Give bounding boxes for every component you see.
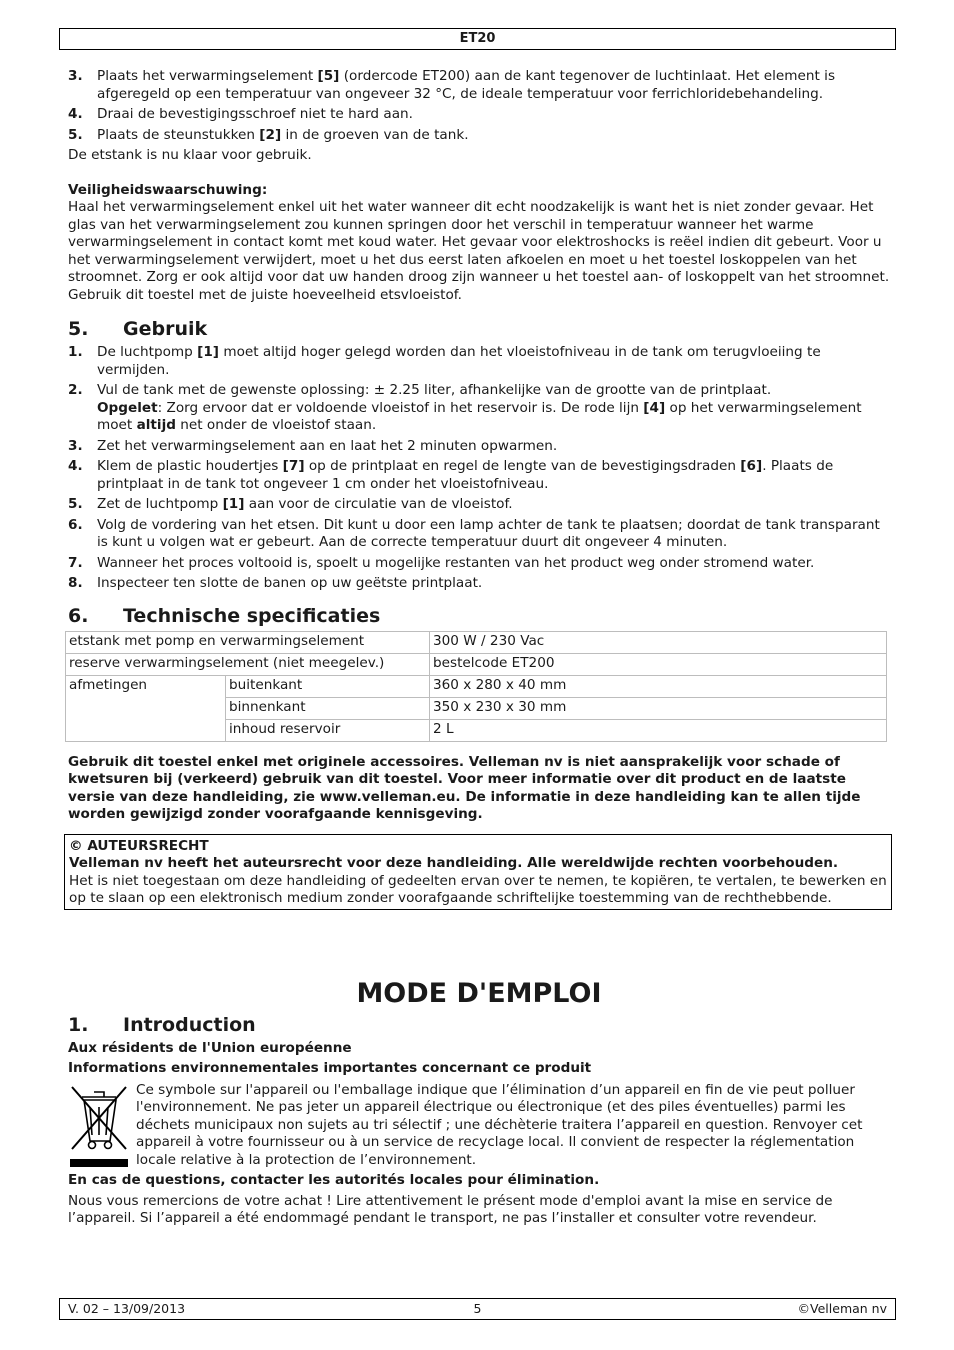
list-item-number: 5. (68, 126, 83, 143)
env-info-heading: Informations environnementales importantes concernant ce produit (68, 1060, 592, 1076)
usage-notice: Gebruik dit toestel enkel met originele accessoires. Velleman nv is niet aansprakelijk voor schade of kwetsuren bij (verkeerd) gebruik van dit toestel. Voor meer informatie over dit product en de laatste versie van deze handleiding, zie www.velleman.eu. De informatie in deze handleiding kan te allen tijde worden gewijzigd zonder voorafgaande kennisgeving. (68, 753, 861, 822)
copyright-bold-line: Velleman nv heeft het auteursrecht voor deze handleiding. Alle wereldwijde rechten voorbehouden. (69, 855, 839, 871)
list-item-number: 1. (68, 344, 83, 360)
copyright-box (64, 834, 892, 910)
list-item-text: Volg de vordering van het etsen. Dit kunt u door een lamp achter de tank te plaatsen; doordat de tank transparant is kunt u volgen wat er gebeurt. Aan de correcte temperatuur duurt dit ongeveer 4 minuten. (97, 516, 880, 550)
section-5-number: 5. (68, 318, 89, 340)
weee-text: Ce symbole sur l'appareil ou l'emballage indique que l’élimination d’un appareil en fin de vie peut polluer l'environnement. Ne pas jeter un appareil électrique ou électronique (et des piles éventuelles) parmi les déchets municipaux non sujets au tri sélectif ; une déchèterie traitera l’appareil en question. Renvoyer cet appareil à votre fournisseur ou à un service de recyclage local. Il convient de respecter la réglementation locale relative à la protection de l’environnement. (136, 1081, 863, 1168)
table-cell: 350 x 230 x 30 mm (430, 697, 887, 719)
list-item-number: 7. (68, 554, 83, 571)
copyright-title: © AUTEURSRECHT (69, 837, 209, 854)
contact-authorities: En cas de questions, contacter les autorités locales pour élimination. (68, 1172, 600, 1188)
table-row (66, 653, 887, 675)
table-cell: binnenkant (226, 697, 430, 719)
warning-title: Veiligheidswaarschuwing: (68, 181, 268, 198)
table-cell: reserve verwarmingselement (niet meegelev.) (66, 653, 430, 675)
list-item-number: 3. (68, 437, 83, 454)
table-row (66, 675, 887, 697)
table-cell: 2 L (430, 719, 887, 741)
footer-page-number: 5 (473, 1301, 482, 1316)
fr-section-1-title: Introduction (123, 1013, 256, 1036)
table-cell: buitenkant (226, 675, 430, 697)
page-title: MODE D'EMPLOI (356, 977, 602, 1009)
page-header (59, 28, 896, 50)
section-6-heading (68, 605, 890, 627)
ready-text: De etstank is nu klaar voor gebruik. (68, 147, 312, 163)
list-item-number: 6. (68, 516, 83, 533)
list-item (68, 496, 890, 514)
list-item-number: 5. (68, 496, 83, 512)
list-item (68, 127, 890, 145)
list-item-number: 4. (68, 458, 83, 474)
list-item-text: Zet het verwarmingselement aan en laat het 2 minuten opwarmen. (97, 437, 558, 454)
fr-section-1-heading (68, 1014, 890, 1036)
table-cell: 360 x 280 x 40 mm (430, 675, 887, 697)
list-item-text: Klem de plastic houdertjes [7] op de printplaat en regel de lengte van de bevestigingsdraden [6]. Plaats de printplaat in de tank tot ongeveer 1 cm onder het vloeistofniveau. (97, 458, 834, 492)
table-cell: afmetingen (66, 675, 226, 741)
section-5-steps (68, 344, 890, 593)
page-footer (59, 1298, 896, 1320)
list-item-text: Draai de bevestigingsschroef niet te hard aan. (97, 106, 413, 122)
section-6-number: 6. (68, 604, 89, 627)
list-item-number: 3. (68, 68, 83, 84)
footer-copyright: ©Velleman nv (797, 1301, 887, 1316)
table-cell: inhoud reservoir (226, 719, 430, 741)
list-item (68, 517, 890, 552)
warning-text: Haal het verwarmingselement enkel uit het water wanneer dit echt noodzakelijk is want het is niet zonder gevaar. Het glas van het verwarmingselement zou kunnen springen door het verschil in temperatuur wanneer het warme verwarmingselement in contact komt met koud water. Het gevaar voor elektroshocks is reëel indien dit gebeurt. Voor u het verwarmingselement verwijdert, moet u het dus eerst laten afkoelen en moet u het toestel loskoppelen van het stroomnet. Zorg er ook altijd voor dat uw handen droog zijn wanneer u het toestel aan- of loskoppelt van het stroomnet. Gebruik dit toestel met de juiste hoeveelheid etsvloeistof. (68, 199, 890, 303)
thanks-text: Nous vous remercions de votre achat ! Lire attentivement le présent mode d'emploi avant la mise en service de l’appareil. Si l’appareil a été endommagé pendant le transport, ne pas l’installer et consulter votre revendeur. (68, 1192, 833, 1226)
table-row (66, 631, 887, 653)
crossed-out-wheelie-bin-icon (68, 1083, 130, 1173)
footer-version: V. 02 – 13/09/2013 (68, 1301, 186, 1316)
table-cell: etstank met pomp en verwarmingselement (66, 631, 430, 653)
list-item (68, 106, 890, 124)
copyright-text: Het is niet toegestaan om deze handleiding of gedeelten ervan over te nemen, te kopiëren, te vertalen, te bewerken en op te slaan op een elektronisch medium zonder voorafgaande schriftelijke toestemming van de rechthebbende. (69, 872, 887, 906)
list-item-number: 8. (68, 575, 83, 591)
section-5-heading (68, 318, 890, 340)
list-item-text: Inspecteer ten slotte de banen op uw geëtste printplaat. (97, 575, 483, 591)
list-item-text: Zet de luchtpomp [1] aan voor de circulatie van de vloeistof. (97, 496, 513, 512)
list-item (68, 344, 890, 379)
table-cell: bestelcode ET200 (430, 653, 887, 675)
table-cell: 300 W / 230 Vac (430, 631, 887, 653)
section-5-title: Gebruik (123, 318, 208, 340)
list-item (68, 555, 890, 573)
list-item-text: Plaats de steunstukken [2] in de groeven van de tank. (97, 126, 469, 143)
header-title: ET20 (459, 31, 496, 46)
list-item-text: Wanneer het proces voltooid is, spoelt u mogelijke restanten van het product weg onder stromend water. (97, 554, 815, 571)
list-item (68, 382, 890, 435)
page-content (68, 68, 890, 1228)
list-item (68, 458, 890, 493)
weee-block (68, 1082, 890, 1170)
fr-section-1-number: 1. (68, 1013, 89, 1036)
specs-table (65, 631, 887, 742)
list-item-number: 2. (68, 382, 83, 398)
section-6-title: Technische specificaties (123, 604, 381, 627)
list-item-text: Vul de tank met de gewenste oplossing: ± 2.25 liter, afhankelijke van de grootte van de printplaat. Opgelet: Zorg ervoor dat er voldoende vloeistof in het reservoir is. De rode lijn [4] op het verwarmingselement moet altijd net onder de vloeistof staan. (97, 382, 862, 433)
steps-top-list (68, 68, 890, 144)
list-item-text: Plaats het verwarmingselement [5] (ordercode ET200) aan de kant tegenover de luchtinlaat. Het element is afgeregeld op een temperatuur van ongeveer 32 °C, de ideale temperatuur voor ferrichloridebehandeling. (97, 68, 836, 102)
list-item-text: De luchtpomp [1] moet altijd hoger gelegd worden dan het vloeistofniveau in de tank om terugvloeiing te vermijden. (97, 344, 821, 378)
list-item (68, 575, 890, 593)
list-item-number: 4. (68, 106, 83, 122)
list-item (68, 438, 890, 456)
eu-residents-heading: Aux résidents de l'Union européenne (68, 1039, 352, 1056)
list-item (68, 68, 890, 103)
